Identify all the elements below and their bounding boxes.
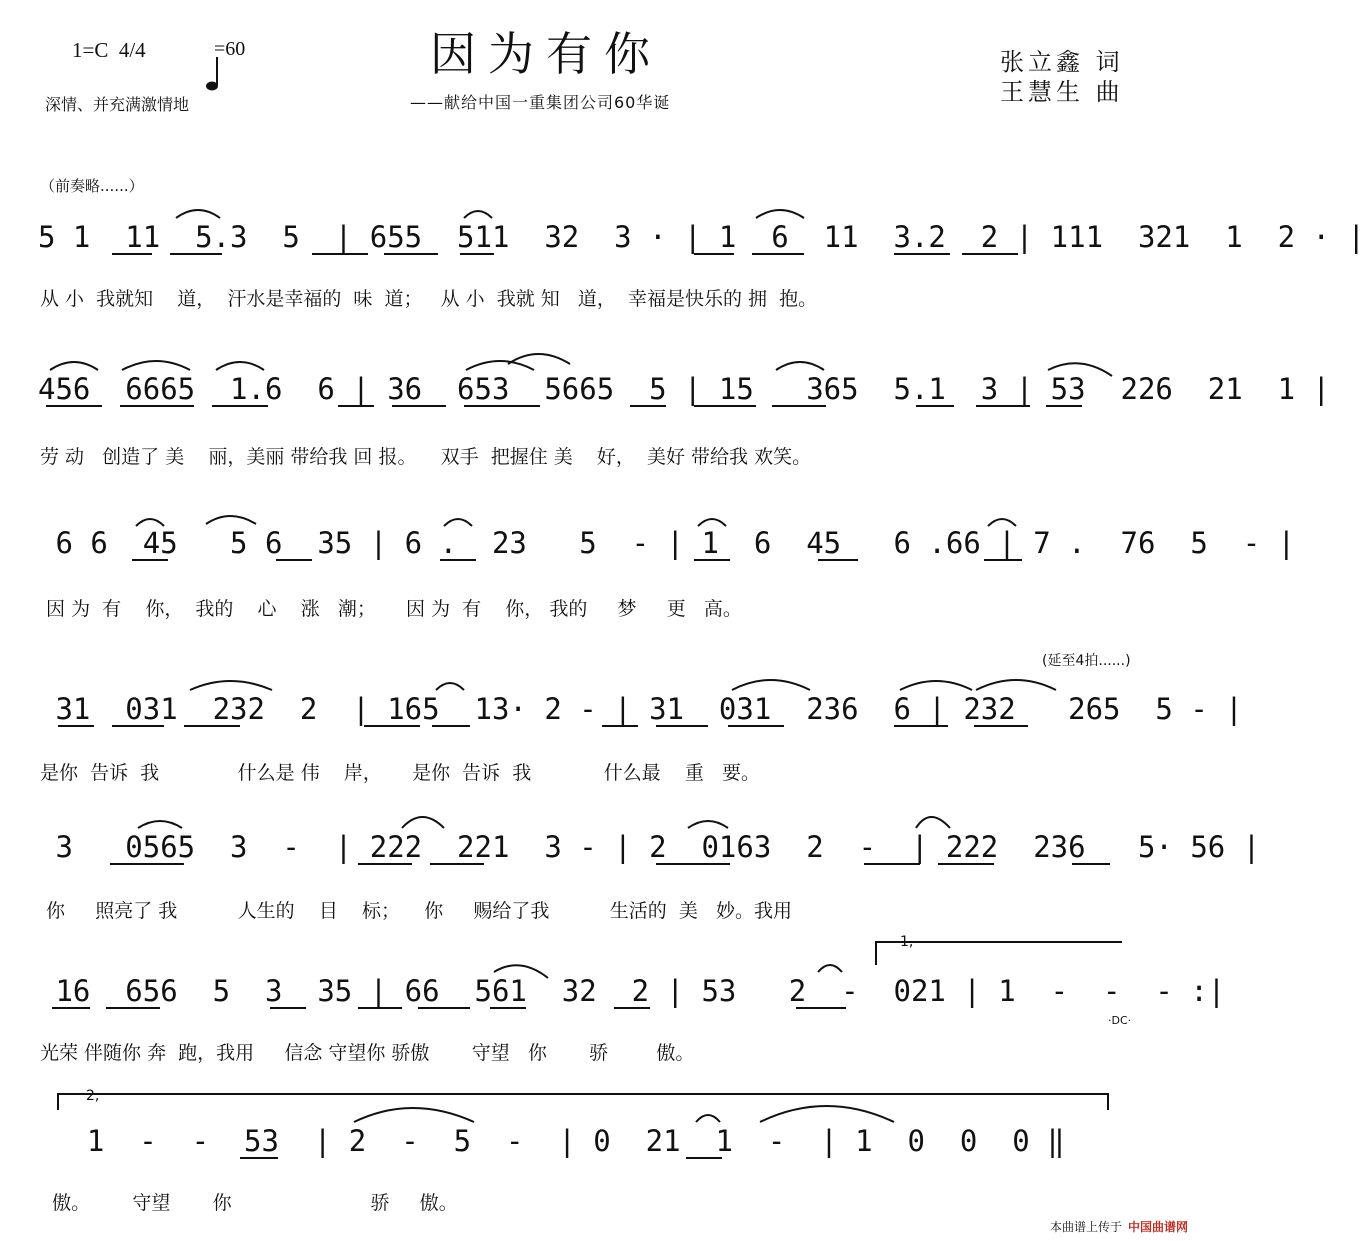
dc-marking: ·DC·	[1108, 1014, 1132, 1027]
key-signature: 1=C 4/4	[72, 38, 146, 62]
upload-credit	[1050, 1218, 1188, 1235]
expression-marking: 深情、并充满激情地	[45, 95, 190, 114]
lyric-line-5: 你 照亮了 我 人生的 目 标； 你 赐给了我 生活的 美 妙。我用	[40, 900, 792, 922]
notation-line-7: 1 - - 53 | 2 - 5 - | 0 21 1 - | 1 0 0 0 ‖	[52, 1124, 1065, 1158]
extend-note: (延至4拍......)	[1042, 653, 1131, 669]
lyric-line-6: 光荣 伴随你 奔 跑，我用 信念 守望你 骄傲 守望 你 骄 傲。	[40, 1042, 695, 1064]
song-subtitle: ——献给中国一重集团公司60华诞	[410, 93, 671, 112]
notation-line-1: 5 1 11 5.3 5 | 655 511 32 3 · | 1 6 11 3.2 2 | 111 321 1 2 · |	[38, 220, 1365, 254]
notation-line-5: 3 0565 3 - | 222 221 3 - | 2 0163 2 - | 222 236 5· 56 |	[38, 830, 1261, 864]
lyric-line-3: 因 为 有 你， 我的 心 涨 潮； 因 为 有 你， 我的 梦 更 高。	[40, 598, 742, 620]
lyric-line-1: 从 小 我就知 道， 汗水是幸福的 味 道； 从 小 我就 知 道， 幸福是快乐的 拥 抱。	[40, 288, 818, 310]
notation-line-4: 31 031 232 2 | 165 13· 2 - | 31 031 236 6 | 232 265 5 - |	[38, 692, 1243, 726]
lyric-line-4: 是你 告诉 我 什么是 伟 岸， 是你 告诉 我 什么最 重 要。	[40, 762, 760, 784]
upload-text: 本曲谱上传于	[1049, 1220, 1122, 1234]
notation-line-2: 456 6665 1.6 6 | 36 653 5665 5 | 15 365 5.1 3 | 53 226 21 1 |	[38, 372, 1331, 406]
composer-credit: 王慧生 曲	[1000, 78, 1124, 106]
site-logo[interactable]: 中国曲谱网	[1127, 1220, 1188, 1234]
notation-line-3: 6 6 45 5 6 35 | 6 . 23 5 - | 1 6 45 6 .66 | 7 . 76 5 - |	[38, 526, 1296, 560]
notation-line-6: 16 656 5 3 35 | 66 561 32 2 | 53 2 - 021 | 1 - - - :|	[38, 974, 1226, 1008]
tempo-marking: =60	[214, 38, 246, 60]
volta-first-label: 1,	[900, 934, 914, 950]
lyricist-credit: 张立鑫 词	[1000, 48, 1124, 76]
lyric-line-7: 傲。 守望 你 骄 傲。	[40, 1192, 458, 1214]
song-title: 因为有你	[430, 27, 662, 81]
intro-note: （前奏略......）	[40, 177, 144, 195]
volta-second-label: 2,	[86, 1088, 100, 1104]
lyric-line-2: 劳 动 创造了 美 丽，美丽 带给我 回 报。 双手 把握住 美 好， 美好 带给我 欢笑。	[40, 446, 812, 468]
